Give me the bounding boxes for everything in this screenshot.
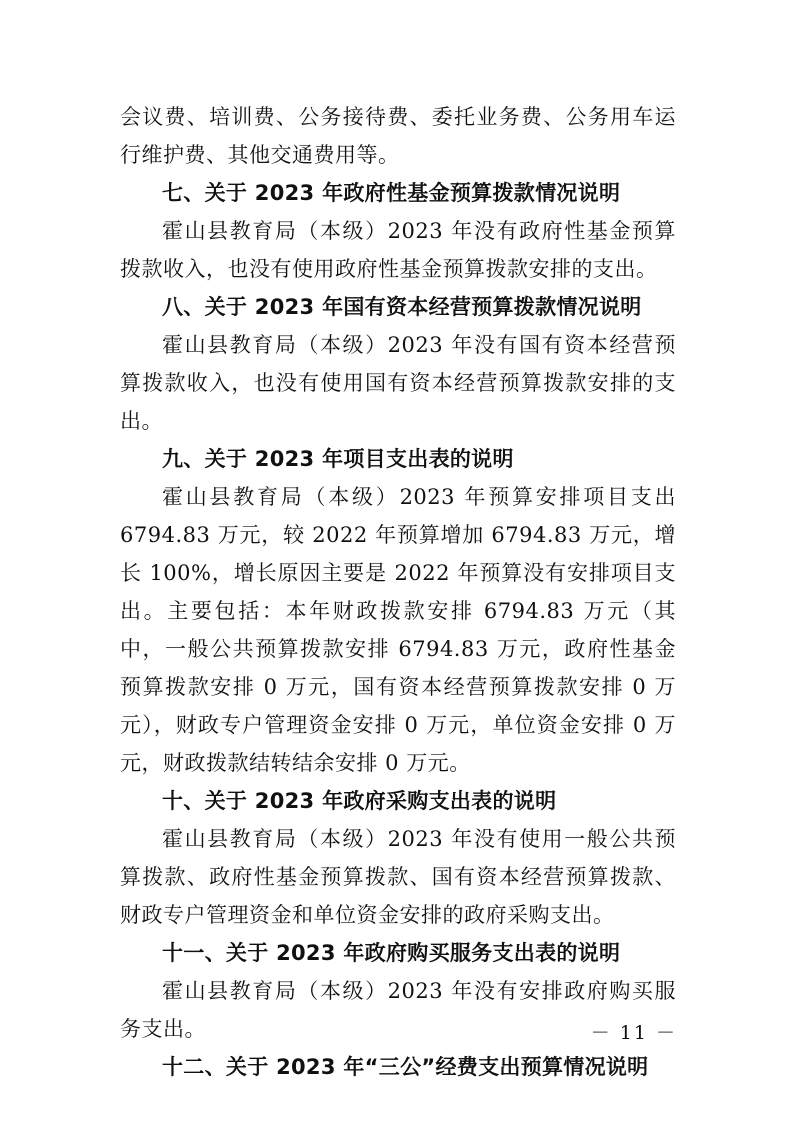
section-heading-11: 十一、关于 2023 年政府购买服务支出表的说明	[162, 941, 621, 965]
section-heading-12: 十二、关于 2023 年“三公”经费支出预算情况说明	[162, 1055, 649, 1079]
paragraph-continued: 会议费、培训费、公务接待费、委托业务费、公务用车运行维护费、其他交通费用等。	[120, 105, 676, 167]
paragraph-section-10: 霍山县教育局（本级）2023 年没有使用一般公共预算拨款、政府性基金预算拨款、国有资本经营预算拨款、财政专户管理资金和单位资金安排的政府采购支出。	[120, 827, 676, 927]
paragraph-section-8: 霍山县教育局（本级）2023 年没有国有资本经营预算拨款收入，也没有使用国有资本经营预算拨款安排的支出。	[120, 333, 676, 433]
paragraph-section-7: 霍山县教育局（本级）2023 年没有政府性基金预算拨款收入，也没有使用政府性基金预算拨款安排的支出。	[120, 219, 676, 281]
paragraph-section-9: 霍山县教育局（本级）2023 年预算安排项目支出 6794.83 万元，较 2022 年预算增加 6794.83 万元，增长 100%，增长原因主要是 2022 年预算没有安排项目支出。主要包括：本年财政拨款安排 6794.83 万元（其中，一般公共预算拨款安排 6794.83 万元，政府性基金预算拨款安排 0 万元，国有资本经营预算拨款安排 0 万元），财政专户管理资金安排 0 万元，单位资金安排 0 万元，财政拨款结转结余安排 0 万元。	[120, 485, 676, 775]
page-number: － 11 －	[590, 1022, 677, 1044]
section-heading-9: 九、关于 2023 年项目支出表的说明	[162, 447, 514, 471]
section-heading-10: 十、关于 2023 年政府采购支出表的说明	[162, 789, 557, 813]
paragraph-section-11: 霍山县教育局（本级）2023 年没有安排政府购买服务支出。	[120, 979, 676, 1041]
document-body	[120, 98, 676, 1086]
section-heading-7: 七、关于 2023 年政府性基金预算拨款情况说明	[162, 181, 621, 205]
section-heading-8: 八、关于 2023 年国有资本经营预算拨款情况说明	[162, 295, 642, 319]
